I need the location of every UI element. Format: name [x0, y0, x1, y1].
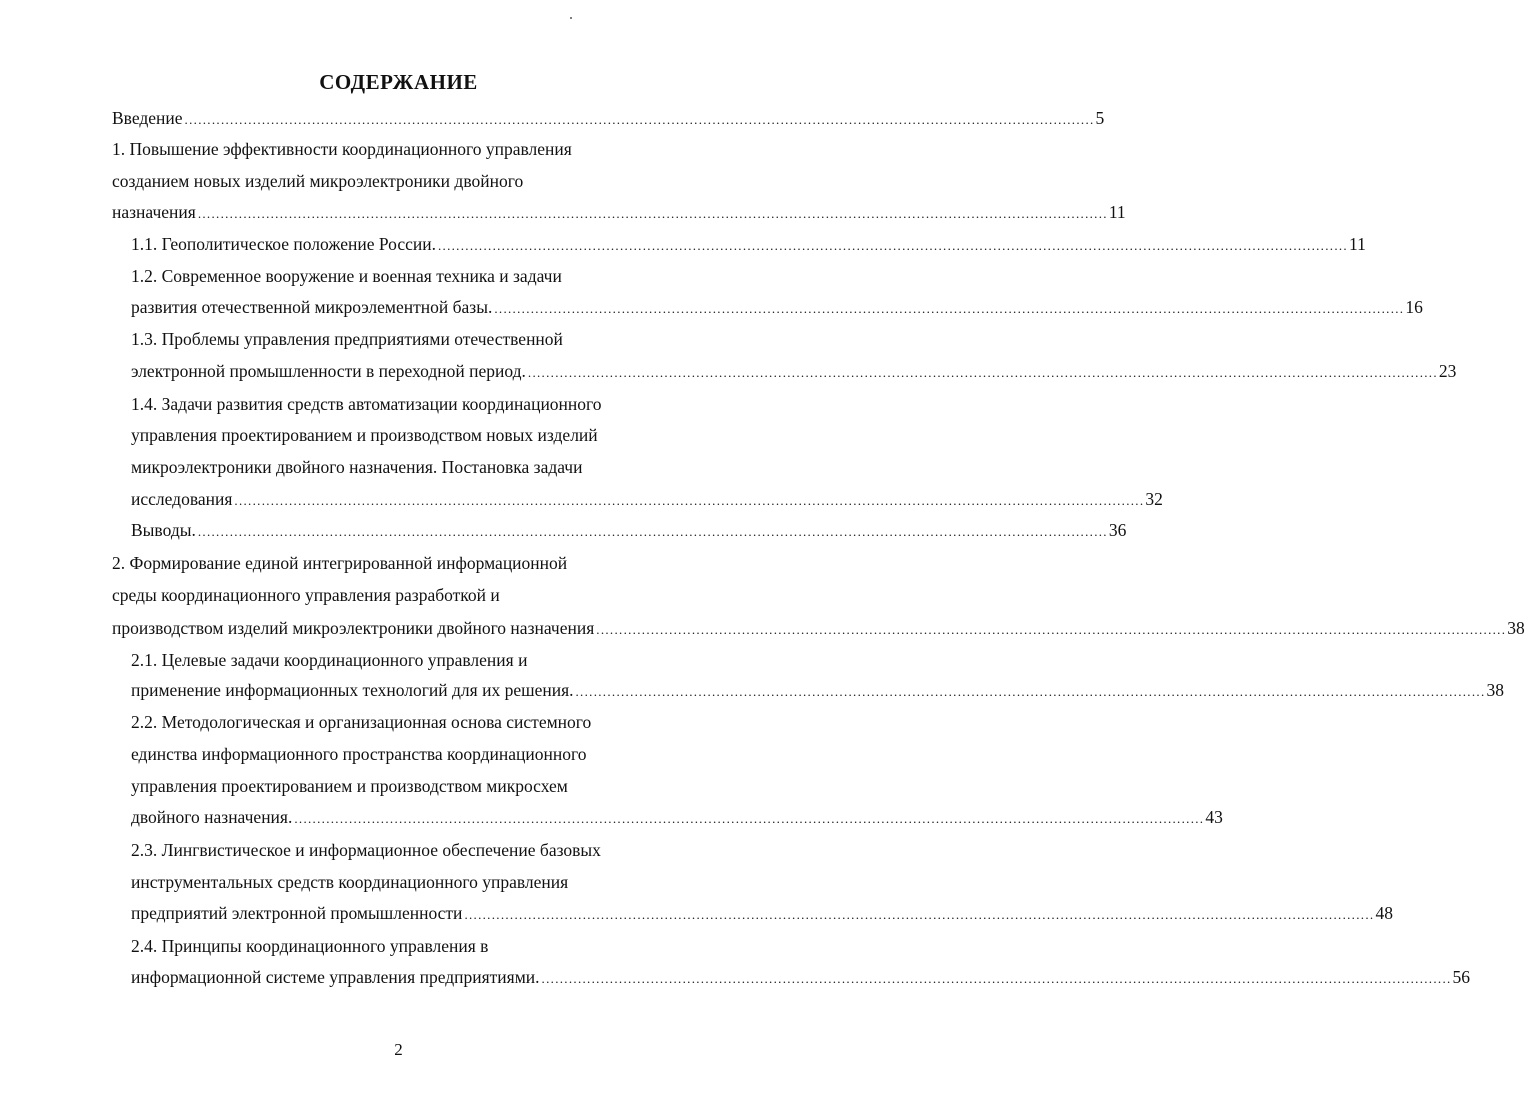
- toc-entry-text: 1.4. Задачи развития средств автоматизации координационного: [131, 394, 602, 414]
- toc-entry: [112, 613, 1525, 643]
- toc-dot-leader: ........................................................................................................................................................................................................: [575, 684, 1486, 699]
- toc-entry: [131, 931, 746, 961]
- toc-entry: [131, 261, 746, 291]
- toc-entry-text: 2.4. Принципы координационного управления в: [131, 936, 489, 956]
- toc-entry-text: предприятий электронной промышленности: [131, 903, 463, 923]
- toc-page-number: 23: [1438, 361, 1457, 381]
- toc-entry: [131, 484, 1163, 514]
- toc-dot-leader: ........................................................................................................................................................................................................: [596, 622, 1507, 637]
- toc-entry: [131, 771, 746, 801]
- toc-entry-text: 1. Повышение эффективности координационного управления: [112, 139, 572, 159]
- toc-entry: [112, 166, 746, 196]
- toc-entry-text: развития отечественной микроэлементной базы.: [131, 297, 493, 317]
- toc-dot-leader: ........................................................................................................................................................................................................: [494, 301, 1405, 316]
- toc-dot-leader: ........................................................................................................................................................................................................: [464, 907, 1375, 922]
- toc-page-number: 38: [1486, 680, 1504, 700]
- toc-entry: [131, 452, 746, 482]
- toc-entry: [131, 898, 1393, 928]
- toc-entry: [131, 356, 1457, 386]
- toc-entry-text: среды координационного управления разработкой и: [112, 585, 500, 605]
- toc-entry-text: информационной системе управления предприятиями.: [131, 967, 540, 987]
- toc-entry-text: 2.1. Целевые задачи координационного управления и: [131, 650, 528, 670]
- toc-page-number: 56: [1452, 967, 1471, 987]
- toc-page-number: 32: [1145, 489, 1163, 509]
- toc-entry: [112, 134, 746, 164]
- toc-entry: [131, 835, 746, 865]
- toc-entry: [112, 197, 1126, 227]
- toc-dot-leader: ........................................................................................................................................................................................................: [197, 206, 1108, 221]
- toc-entry-text: микроэлектроники двойного назначения. Постановка задачи: [131, 457, 583, 477]
- toc-entry-text: 2.3. Лингвистическое и информационное обеспечение базовых: [131, 840, 601, 860]
- toc-entry: [131, 802, 1223, 832]
- toc-page-number: 38: [1507, 618, 1525, 638]
- toc-entry: [131, 389, 746, 419]
- toc-entry-text: электронной промышленности в переходной период.: [131, 361, 526, 381]
- toc-page-number: 36: [1108, 520, 1127, 540]
- toc-entry-text: назначения: [112, 202, 196, 222]
- toc-entry: [112, 103, 1105, 133]
- toc-dot-leader: ........................................................................................................................................................................................................: [437, 238, 1348, 253]
- toc-entry: [112, 580, 746, 610]
- toc-dot-leader: ........................................................................................................................................................................................................: [184, 112, 1095, 127]
- toc-entry: [131, 707, 746, 737]
- toc-dot-leader: ........................................................................................................................................................................................................: [197, 524, 1108, 539]
- toc-page-number: 11: [1348, 234, 1366, 254]
- toc-entry-text: 1.1. Геополитическое положение России.: [131, 234, 436, 254]
- toc-entry-text: созданием новых изделий микроэлектроники двойного: [112, 171, 524, 191]
- toc-entry: [131, 645, 746, 675]
- scan-speck: [570, 17, 572, 19]
- toc-dot-leader: ........................................................................................................................................................................................................: [294, 811, 1205, 826]
- toc-entry: [131, 739, 746, 769]
- toc-entry-text: 1.2. Современное вооружение и военная техника и задачи: [131, 266, 562, 286]
- footer-page-number: 2: [394, 1040, 403, 1059]
- toc-entry: [131, 962, 1471, 992]
- page-title: СОДЕРЖАНИЕ: [319, 70, 478, 94]
- toc-entry: [131, 867, 746, 897]
- toc-page-number: 43: [1205, 807, 1223, 827]
- toc-dot-leader: ........................................................................................................................................................................................................: [541, 971, 1452, 986]
- toc-entry: [131, 420, 746, 450]
- toc-page-number: 5: [1095, 108, 1105, 128]
- toc-entry: [131, 675, 1504, 705]
- toc-entry: [131, 292, 1423, 322]
- toc-entry-text: 2.2. Методологическая и организационная основа системного: [131, 712, 592, 732]
- toc-entry: [131, 324, 746, 354]
- toc-entry-text: двойного назначения.: [131, 807, 293, 827]
- toc-entry-text: применение информационных технологий для их решения.: [131, 680, 574, 700]
- toc-entry: [112, 548, 746, 578]
- toc-entry-text: управления проектированием и производством новых изделий: [131, 425, 598, 445]
- toc-entry-text: инструментальных средств координационного управления: [131, 872, 569, 892]
- toc-page-number: 48: [1375, 903, 1393, 923]
- toc-entry-text: 2. Формирование единой интегрированной информационной: [112, 553, 568, 573]
- toc-entry-text: 1.3. Проблемы управления предприятиями отечественной: [131, 329, 563, 349]
- toc-page-number: 16: [1405, 297, 1423, 317]
- toc-entry-text: исследования: [131, 489, 233, 509]
- toc-entry-text: Введение: [112, 108, 183, 128]
- toc-entry: [131, 229, 1366, 259]
- toc-dot-leader: ........................................................................................................................................................................................................: [527, 365, 1438, 380]
- toc-page-number: 11: [1108, 202, 1126, 222]
- toc-entry-text: производством изделий микроэлектроники двойного назначения: [112, 618, 595, 638]
- toc-entry: [131, 515, 1127, 545]
- toc-entry-text: управления проектированием и производством микросхем: [131, 776, 568, 796]
- toc-entry-text: Выводы.: [131, 520, 196, 540]
- toc-dot-leader: ........................................................................................................................................................................................................: [234, 493, 1145, 508]
- toc-entry-text: единства информационного пространства координационного: [131, 744, 587, 764]
